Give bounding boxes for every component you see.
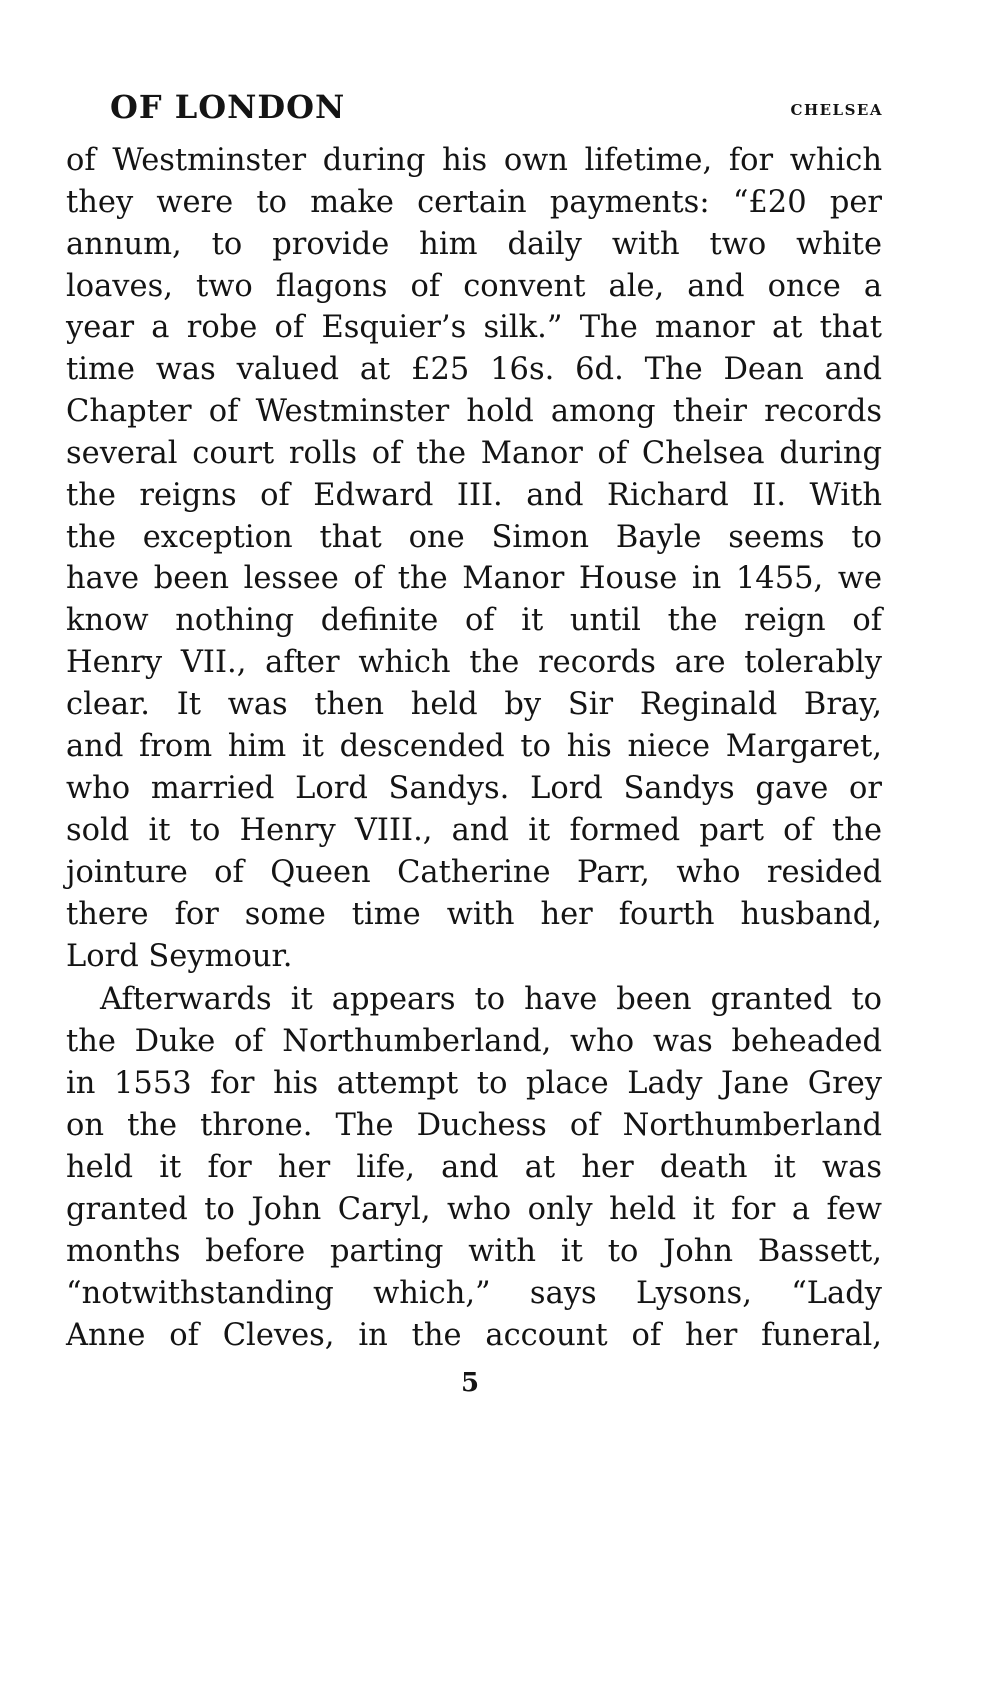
text-line: of Westminster during his own lifetime, for which (66, 143, 882, 178)
text-line: months before parting with it to John Bassett, (66, 1234, 882, 1269)
text-line: loaves, two flagons of convent ale, and once a (66, 269, 882, 304)
text-line: year a robe of Esquier’s silk.” The manor at that (66, 310, 882, 345)
text-line: Anne of Cleves, in the account of her funeral, (66, 1318, 882, 1353)
text-line: in 1553 for his attempt to place Lady Jane Grey (66, 1066, 882, 1101)
text-line: the reigns of Edward III. and Richard II. With (66, 478, 882, 513)
text-line: who married Lord Sandys. Lord Sandys gave or (66, 771, 882, 806)
text-line: several court rolls of the Manor of Chelsea during (66, 436, 882, 471)
text-line: the exception that one Simon Bayle seems to (66, 520, 882, 555)
running-head-title: OF LONDON (110, 88, 346, 126)
text-line: know nothing definite of it until the reign of (66, 603, 882, 638)
text-line: jointure of Queen Catherine Parr, who resided (66, 855, 882, 890)
text-line: Chapter of Westminster hold among their records (66, 394, 882, 429)
text-line: they were to make certain payments: “£20 per (66, 185, 882, 220)
text-line: the Duke of Northumberland, who was beheaded (66, 1024, 882, 1059)
text-line: there for some time with her fourth husband, (66, 897, 882, 932)
text-line: time was valued at £25 16s. 6d. The Dean and (66, 352, 882, 387)
text-line: sold it to Henry VIII., and it formed part of the (66, 813, 882, 848)
text-line: clear. It was then held by Sir Reginald Bray, (66, 687, 882, 722)
text-line: Afterwards it appears to have been granted to (100, 982, 882, 1017)
page-number: 5 (460, 1368, 480, 1398)
running-head-section: CHELSEA (790, 101, 883, 119)
text-line: held it for her life, and at her death it was (66, 1150, 882, 1185)
text-line: on the throne. The Duchess of Northumberland (66, 1108, 882, 1143)
text-line: granted to John Caryl, who only held it for a few (66, 1192, 882, 1227)
text-line: have been lessee of the Manor House in 1455, we (66, 561, 882, 596)
text-line: and from him it descended to his niece Margaret, (66, 729, 882, 764)
text-line: Lord Seymour. (66, 939, 293, 974)
text-line: Henry VII., after which the records are tolerably (66, 645, 882, 680)
text-line: annum, to provide him daily with two white (66, 227, 882, 262)
text-line: “notwithstanding which,” says Lysons, “Lady (66, 1276, 882, 1311)
